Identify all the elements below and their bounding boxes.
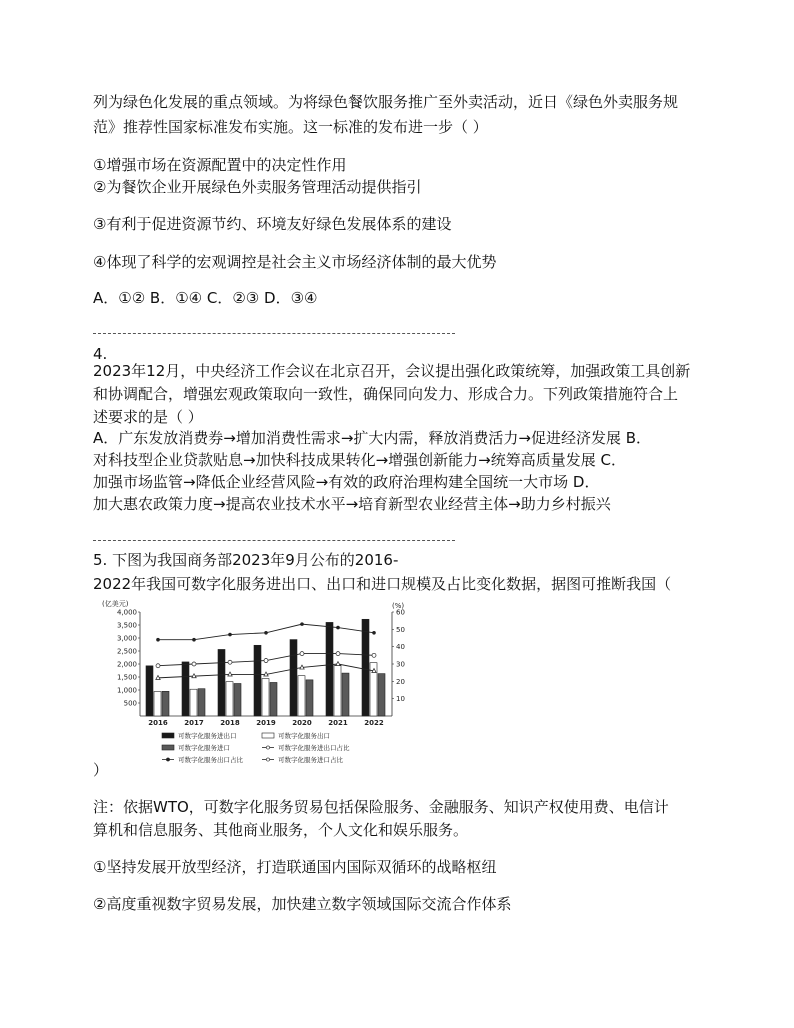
legend-marker <box>266 746 269 749</box>
y-tick-label: 3,500 <box>116 621 137 630</box>
x-tick-label: 2017 <box>184 719 204 727</box>
q3-stem-line-2: 范》推荐性国家标准发布实施。这一标准的发布进一步（ ） <box>93 118 488 136</box>
bar-可数字化服务进出口 <box>254 645 261 716</box>
bar-可数字化服务出口 <box>262 679 269 716</box>
legend-label: 可数字化服务进出口 <box>178 732 237 740</box>
q4-option-d: 加大惠农政策力度→提高农业技术水平→培育新型农业经营主体→助力乡村振兴 <box>93 495 611 513</box>
point-可数字化服务出口占比 <box>336 652 340 656</box>
bar-可数字化服务进口 <box>270 682 277 716</box>
q5-option-2: ②高度重视数字贸易发展，加快建立数字领域国际交流合作体系 <box>93 895 512 913</box>
q4-option-c: 加强市场监管→降低企业经营风险→有效的政府治理构建全国统一大市场 D． <box>93 473 600 491</box>
point-可数字化服务出口占比 <box>300 652 304 656</box>
legend-marker <box>266 758 269 761</box>
y-tick-label: 1,000 <box>116 686 137 695</box>
bar-可数字化服务出口 <box>334 665 341 716</box>
legend-swatch <box>262 733 274 738</box>
q5-stem-line-2: 2022年我国可数字化服务进出口、出口和进口规模及占比变化数据，据图可推断我国（ <box>93 575 672 593</box>
y-tick-label: 500 <box>123 699 137 708</box>
legend-label: 可数字化服务出口 <box>278 732 330 740</box>
q5-note-line-2: 算机和信息服务、其他商业服务，个人文化和娱乐服务。 <box>93 821 469 839</box>
point-可数字化服务出口占比 <box>372 653 376 657</box>
q4-stem-line-2: 和协调配合，增强宏观政策取向一致性，确保同向发力、形成合力。下列政策措施符合上 <box>93 385 679 403</box>
q5-note-line-1: 注：依据WTO，可数字化服务贸易包括保险服务、金融服务、知识产权使用费、电信计 <box>93 798 669 816</box>
bar-可数字化服务进出口 <box>290 640 297 716</box>
point-可数字化服务进出口占比 <box>336 626 340 630</box>
point-可数字化服务出口占比 <box>156 664 160 668</box>
bar-可数字化服务进出口 <box>146 666 153 716</box>
point-可数字化服务进出口占比 <box>300 622 304 626</box>
q4-number: 4. <box>93 345 108 363</box>
q5-stem-line-1: 5. 下图为我国商务部2023年9月公布的2016- <box>93 551 399 569</box>
point-可数字化服务出口占比 <box>192 662 196 666</box>
bar-可数字化服务进口 <box>162 691 169 716</box>
bar-可数字化服务进出口 <box>362 619 369 716</box>
x-tick-label: 2019 <box>256 719 276 727</box>
bar-可数字化服务出口 <box>154 692 161 716</box>
x-tick-label: 2021 <box>328 719 348 727</box>
y-tick-label: 1,500 <box>116 673 137 682</box>
q4-option-b: 对科技型企业贷款贴息→加快科技成果转化→增强创新能力→统筹高质量发展 C． <box>93 451 626 469</box>
y2-tick-label: 40 <box>396 643 405 652</box>
bar-可数字化服务出口 <box>226 682 233 716</box>
point-可数字化服务进出口占比 <box>156 638 160 642</box>
y-tick-label: 4,000 <box>116 608 137 617</box>
bar-可数字化服务进口 <box>198 689 205 716</box>
bar-可数字化服务进口 <box>234 684 241 717</box>
legend-swatch <box>162 733 174 738</box>
y2-tick-label: 50 <box>396 625 405 634</box>
y2-tick-label: 30 <box>396 660 405 669</box>
y2-tick-label: 60 <box>396 608 405 617</box>
legend-label: 可数字化服务进口占比 <box>278 756 343 764</box>
legend-marker <box>166 758 169 761</box>
bar-可数字化服务出口 <box>190 689 197 716</box>
x-tick-label: 2022 <box>364 719 384 727</box>
bar-可数字化服务进出口 <box>182 662 189 716</box>
bar-可数字化服务出口 <box>298 676 305 716</box>
point-可数字化服务出口占比 <box>228 660 232 664</box>
point-可数字化服务进出口占比 <box>372 631 376 635</box>
q3-option-1: ①增强市场在资源配置中的决定性作用 <box>93 156 347 174</box>
q3-stem-line-1: 列为绿色化发展的重点领域。为将绿色餐饮服务推广至外卖活动，近日《绿色外卖服务规 <box>93 93 679 111</box>
y2-tick-label: 20 <box>396 677 405 686</box>
legend-label: 可数字化服务进出口占比 <box>278 744 350 752</box>
y-tick-label: 2,000 <box>116 660 137 669</box>
y2-tick-label: 10 <box>396 695 405 704</box>
separator <box>93 540 455 541</box>
separator <box>93 333 455 334</box>
bar-可数字化服务进出口 <box>326 622 333 716</box>
legend-label: 可数字化服务进口 <box>178 744 230 752</box>
q3-option-3: ③有利于促进资源节约、环境友好绿色发展体系的建设 <box>93 215 452 233</box>
point-可数字化服务进口占比 <box>336 662 340 666</box>
q3-option-4: ④体现了科学的宏观调控是社会主义市场经济体制的最大优势 <box>93 253 497 271</box>
q3-choices: A．①② B．①④ C．②③ D．③④ <box>93 289 318 307</box>
bar-可数字化服务进口 <box>378 674 385 716</box>
left-axis-unit: (亿美元) <box>102 600 129 608</box>
point-可数字化服务出口占比 <box>264 659 268 663</box>
legend-label: 可数字化服务出口占比 <box>178 756 243 764</box>
x-tick-label: 2020 <box>292 719 312 727</box>
q3-option-2: ②为餐饮企业开展绿色外卖服务管理活动提供指引 <box>93 178 422 196</box>
trade-chart <box>100 598 420 770</box>
q4-stem-line-1: 2023年12月，中央经济工作会议在北京召开，会议提出强化政策统筹，加强政策工具创新 <box>93 362 691 380</box>
q5-stem-line-3: ） <box>93 761 109 779</box>
q4-option-a: A．广东发放消费券→增加消费性需求→扩大内需，释放消费活力→促进经济发展 B． <box>93 429 652 447</box>
point-可数字化服务进出口占比 <box>228 633 232 637</box>
x-tick-label: 2018 <box>220 719 240 727</box>
bar-可数字化服务进出口 <box>218 649 225 716</box>
y-tick-label: 3,000 <box>116 634 137 643</box>
point-可数字化服务进出口占比 <box>192 638 196 642</box>
bar-可数字化服务进口 <box>342 673 349 716</box>
q5-option-1: ①坚持发展开放型经济，打造联通国内国际双循环的战略枢纽 <box>93 858 497 876</box>
q4-stem-line-3: 述要求的是（ ） <box>93 408 203 426</box>
y-tick-label: 2,500 <box>116 647 137 656</box>
bar-可数字化服务进口 <box>306 680 313 716</box>
point-可数字化服务进出口占比 <box>264 631 268 635</box>
legend-swatch <box>162 745 174 750</box>
x-tick-label: 2016 <box>148 719 168 727</box>
right-axis-unit: (%) <box>392 602 405 610</box>
